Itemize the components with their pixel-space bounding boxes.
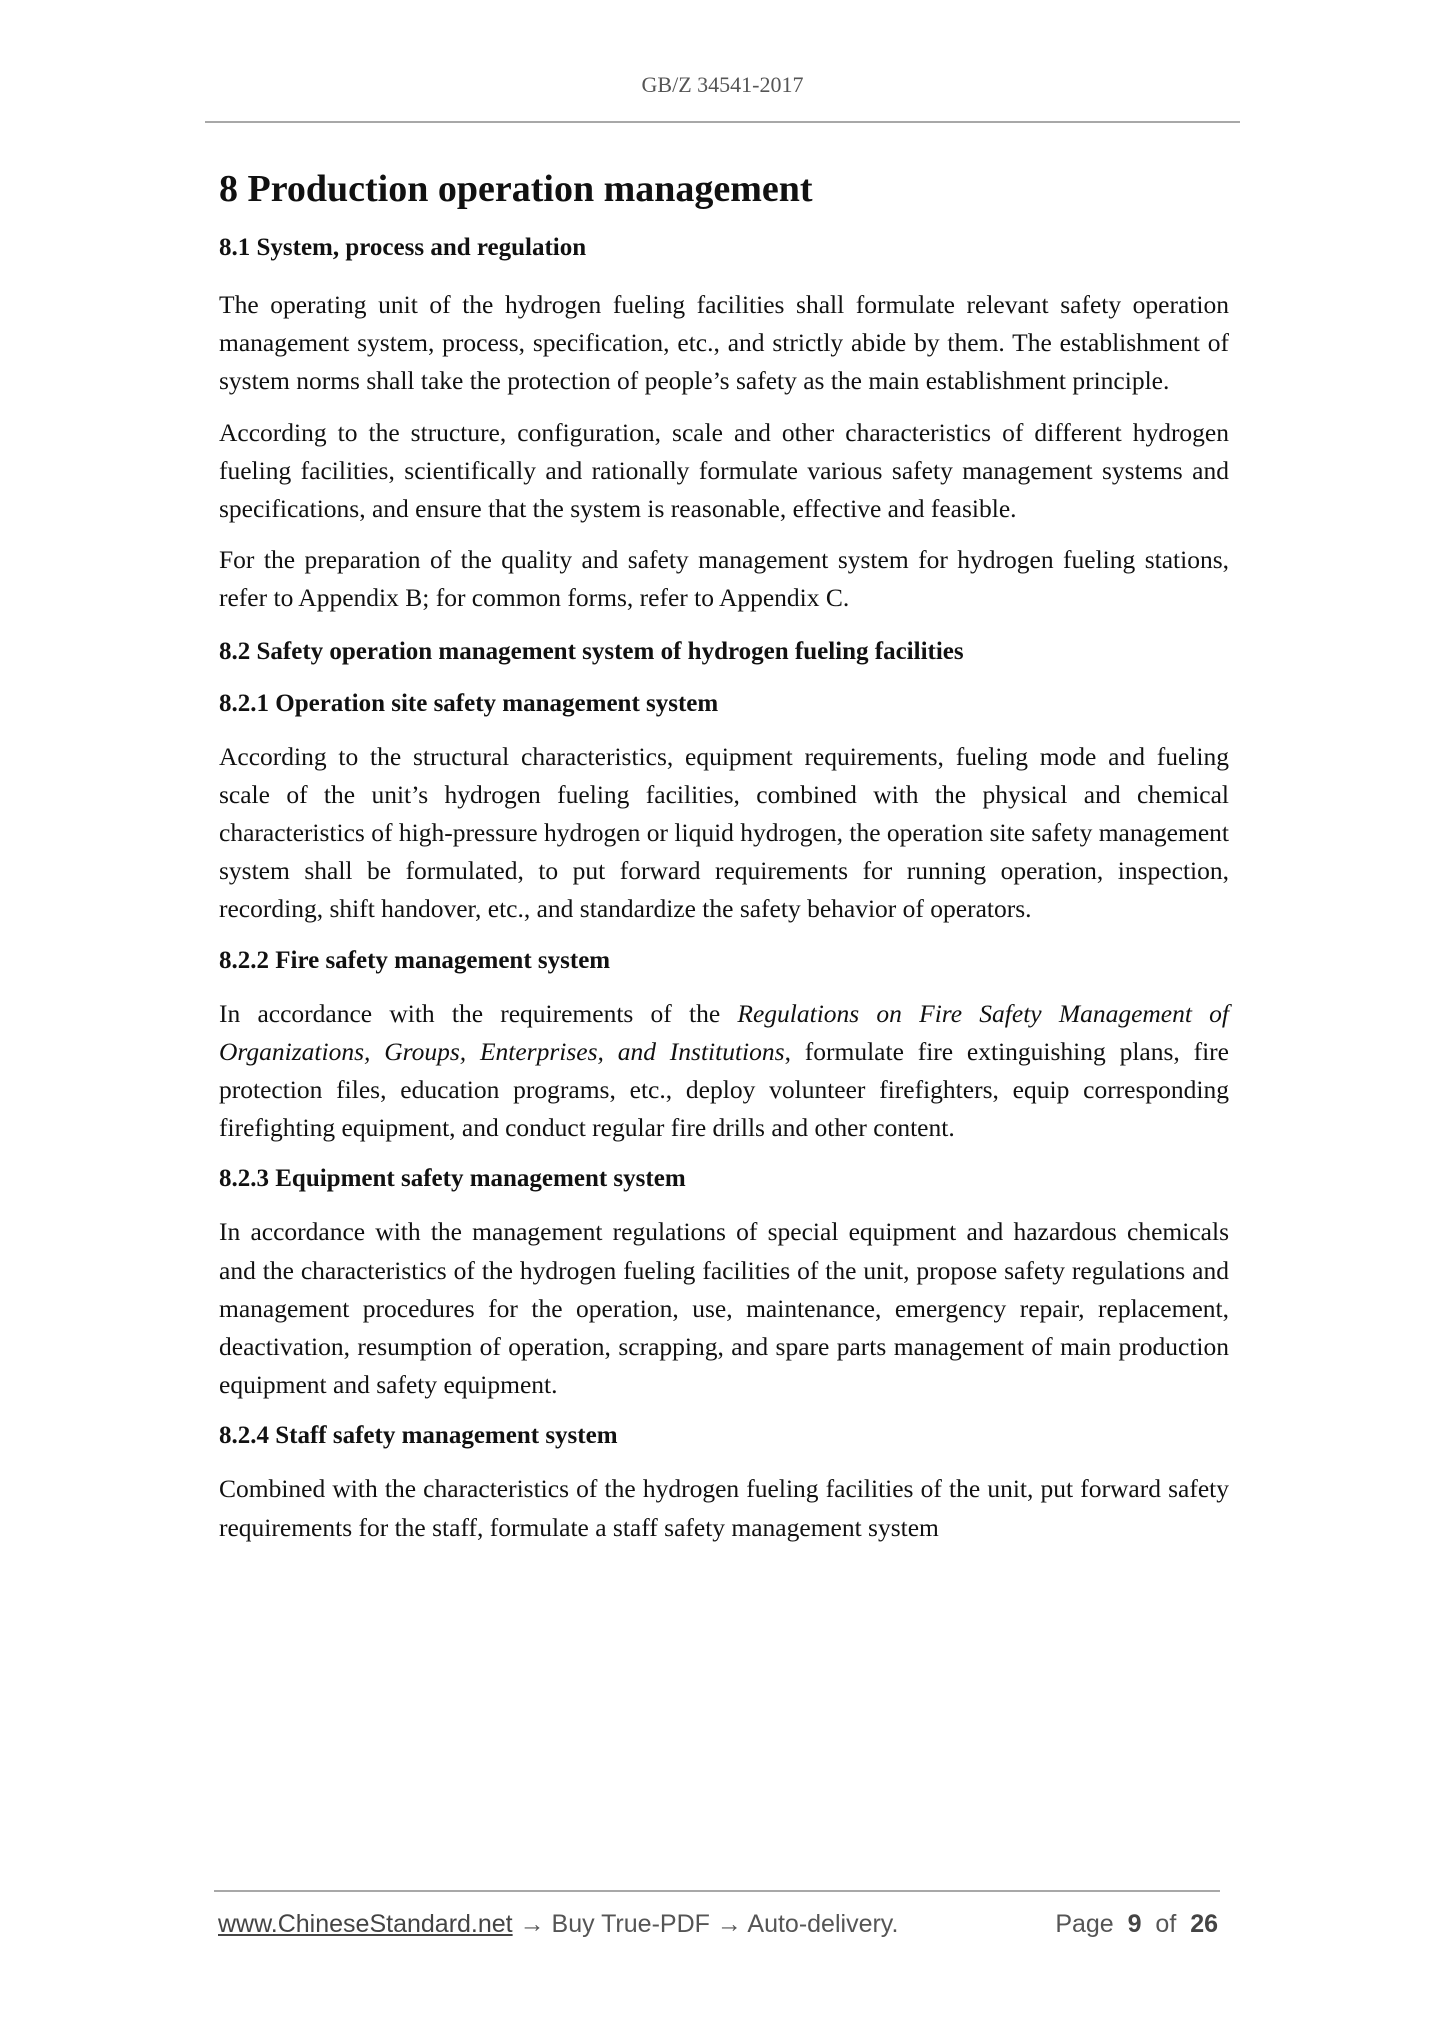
footer-promo-text: → Buy True-PDF → Auto-delivery.: [512, 1910, 899, 1938]
header-divider: [205, 121, 1240, 123]
section-heading-8-1: 8.1 System, process and regulation: [219, 234, 587, 261]
paragraph-8-1-a: The operating unit of the hydrogen fueling facilities shall formulate relevant safety operation management system, process, specification, etc., and strictly abide by them. The establishment of system norms shall take the protection of people’s safety as the main establishment principle.: [219, 290, 1229, 396]
section-heading-8-2: 8.2 Safety operation management system of hydrogen fueling facilities: [219, 637, 964, 665]
section-heading-8-2-3: 8.2.3 Equipment safety management system: [219, 1165, 686, 1193]
section-heading-8-2-1: 8.2.1 Operation site safety management system: [219, 689, 719, 717]
running-header: GB/Z 34541-2017: [641, 72, 804, 97]
chapter-title: 8 Production operation management: [219, 168, 813, 210]
page-label: Page: [1055, 1910, 1114, 1938]
page-of: of: [1155, 1910, 1177, 1938]
page-content: [219, 166, 1229, 1547]
page-indicator: [1055, 1910, 1218, 1939]
paragraph-8-2-1: According to the structural characteristics, equipment requirements, fueling mode and fueling scale of the unit’s hydrogen fueling facilities, combined with the physical and chemical characteristics of high-pressure hydrogen or liquid hydrogen, the operation site safety management system shall be formulated, to put forward requirements for running operation, inspection, recording, shift handover, etc., and standardize the safety behavior of operators.: [219, 741, 1229, 924]
paragraph-8-2-3: In accordance with the management regulations of special equipment and hazardous chemicals and the characteristics of the hydrogen fueling facilities of the unit, propose safety regulations and management procedures for the operation, use, maintenance, emergency repair, replacement, deactivation, resumption of operation, scrapping, and spare parts management of main production equipment and safety equipment.: [219, 1217, 1229, 1400]
paragraph-8-2-4: Combined with the characteristics of the hydrogen fueling facilities of the unit, put forward safety requirements for the staff, formulate a staff safety management system: [219, 1474, 1229, 1542]
paragraph-8-2-2-post: , formulate fire extinguishing plans, fire protection files, education programs, etc., deploy volunteer firefighters, equip corresponding firefighting equipment, and conduct regular fire drills and other content.: [219, 1036, 1229, 1143]
website-link[interactable]: www.ChineseStandard.net: [218, 1910, 513, 1938]
footer-divider: [214, 1890, 1220, 1892]
paragraph-8-2-2: [219, 995, 1229, 1148]
paragraph-8-1-c: For the preparation of the quality and safety management system for hydrogen fueling stations, refer to Appendix B; for common forms, refer to Appendix C.: [219, 545, 1229, 613]
paragraph-8-2-2-pre: In accordance with the requirements of the: [219, 998, 738, 1028]
regulation-title: Regulations on Fire Safety Management of Organizations, Groups, Enterprises, and Institutions: [219, 998, 1229, 1066]
page-footer: [218, 1910, 1218, 1946]
paragraph-8-1-b: According to the structure, configuration, scale and other characteristics of different hydrogen fueling facilities, scientifically and rationally formulate various safety management systems and specifications, and ensure that the system is reasonable, effective and feasible.: [219, 417, 1229, 524]
page-current: 9: [1127, 1910, 1142, 1938]
section-heading-8-2-2: 8.2.2 Fire safety management system: [219, 946, 611, 974]
section-heading-8-2-4: 8.2.4 Staff safety management system: [219, 1422, 618, 1450]
footer-promo: [218, 1910, 898, 1939]
page-total: 26: [1190, 1910, 1218, 1938]
